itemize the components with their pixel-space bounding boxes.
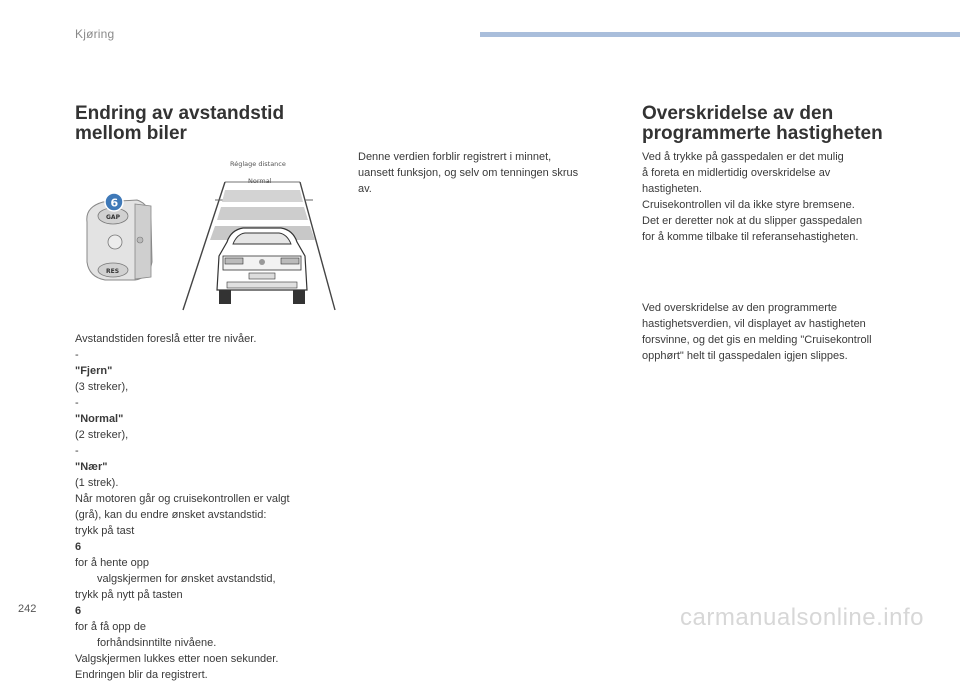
step-item: trykk på nytt på tasten 6 for å få opp de: [75, 589, 183, 633]
cruise-distance-illustration: [75, 152, 340, 317]
car-rear-view: [217, 228, 307, 304]
header-bar: [480, 32, 960, 37]
step-item: trykk på tast 6 for å hente opp: [75, 525, 150, 569]
stalk-label-gap: GAP: [106, 214, 120, 221]
right-paragraph-1: Ved å trykke på gasspedalen er det mulig å foreta en midlertidig overskridelse av hastigheten. Cruisekontrollen vil da ikke styre bremsene. Det er deretter nok at du slipper gasspedalen for å komme tilbake til referansehastigheten.: [642, 151, 863, 243]
intro-text: Avstandstiden foreslå etter tre nivåer.: [75, 333, 257, 345]
svg-text:6: 6: [110, 196, 119, 210]
middle-paragraph: Denne verdien forblir registrert i minnet, uansett funksjon, og selv om tenningen skrus av.: [358, 151, 579, 195]
page-number: 242: [18, 603, 37, 615]
steering-stalk: [87, 200, 152, 280]
level-item: - "Fjern" (3 streker),: [75, 349, 129, 393]
level-item: - "Normal" (2 streker),: [75, 397, 129, 441]
condition-text: (grå), kan du endre ønsket avstandstid:: [75, 509, 267, 521]
step-continuation: forhåndsinntilte nivåene.: [97, 637, 217, 649]
stalk-label-res: RES: [106, 268, 120, 275]
watermark: carmanualsonline.info: [680, 604, 924, 631]
distance-screen: [183, 160, 335, 310]
screen-value: Normal: [248, 177, 272, 185]
outro-text: Endringen blir da registrert.: [75, 669, 208, 681]
screen-title: Réglage distance: [230, 160, 286, 168]
left-body: [75, 331, 335, 683]
left-heading: Endring av avstandstid mellom biler: [75, 103, 285, 144]
key-6-badge: [105, 193, 123, 211]
level-item: - "Nær" (1 strek).: [75, 445, 119, 489]
outro-text: Valgskjermen lukkes etter noen sekunder.: [75, 653, 279, 665]
step-continuation: valgskjermen for ønsket avstandstid,: [97, 573, 276, 585]
condition-text: Når motoren går og cruisekontrollen er valgt: [75, 493, 290, 505]
section-label: Kjøring: [75, 27, 115, 41]
right-heading: Overskridelse av den programmerte hastigheten: [642, 103, 883, 144]
right-paragraph-2: Ved overskridelse av den programmerte hastighetsverdien, vil displayet av hastigheten forsvinne, og det gis en melding "Cruisekontroll opphørt" helt til gasspedalen igjen slippes.: [642, 302, 872, 362]
